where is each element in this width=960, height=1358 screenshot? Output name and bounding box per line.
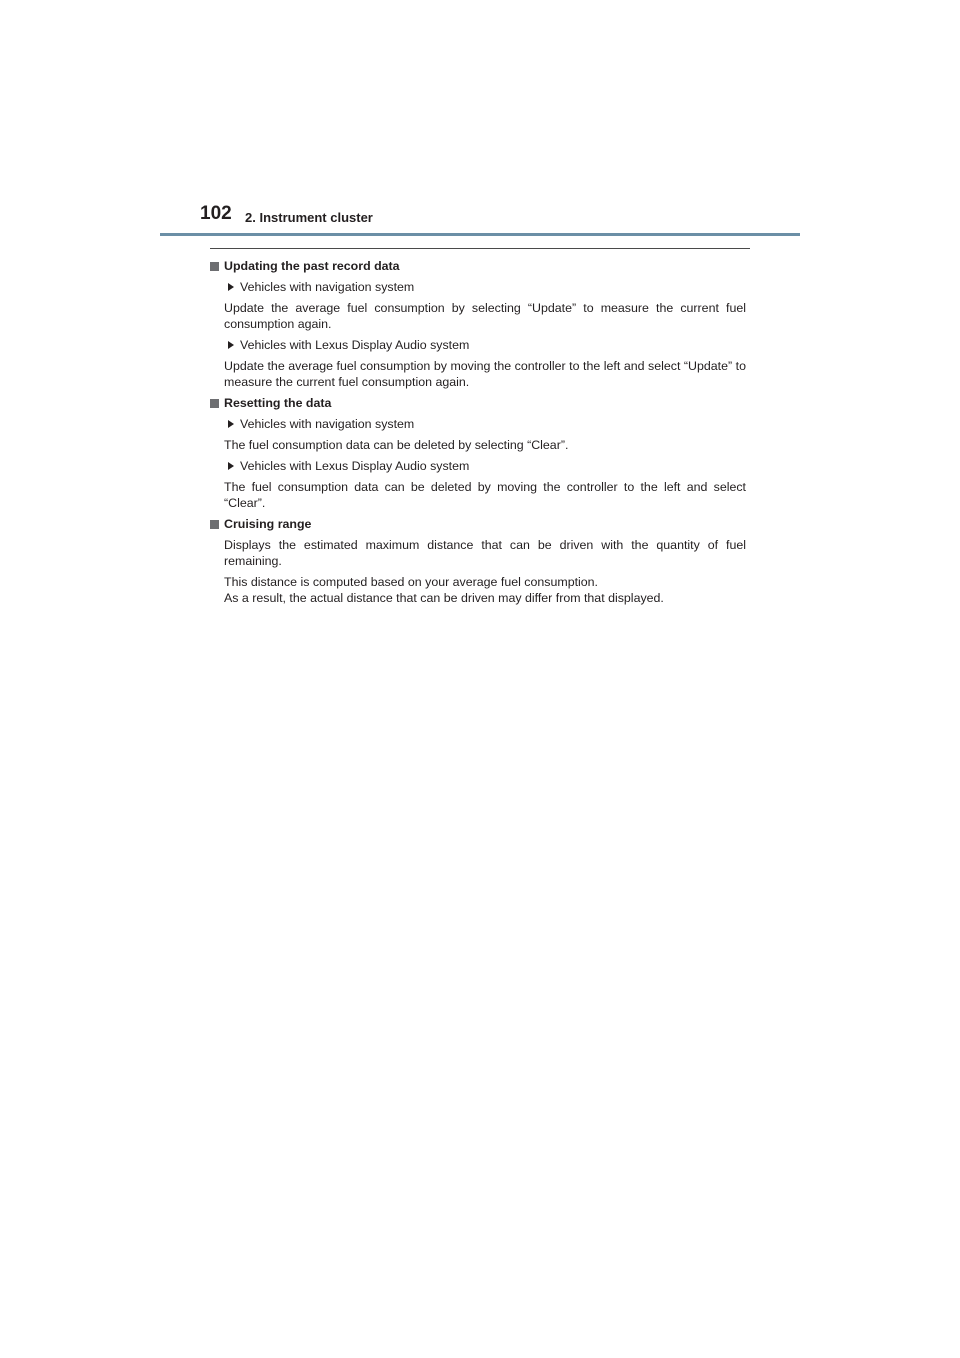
subheading-text: Vehicles with navigation system — [240, 280, 415, 294]
subheading-text: Vehicles with Lexus Display Audio system — [240, 459, 470, 473]
triangle-bullet-icon — [228, 341, 234, 349]
header-rule — [160, 233, 800, 236]
paragraph: Update the average fuel consumption by moving the controller to the left and select “Update” to measure the current fuel consumption again. — [224, 359, 746, 389]
paragraph: Displays the estimated maximum distance that can be driven with the quantity of fuel remaining. — [224, 538, 746, 568]
paragraph: The fuel consumption data can be deleted by moving the controller to the left and select “Clear”. — [224, 480, 746, 510]
paragraph: This distance is computed based on your average fuel consumption. — [224, 575, 599, 589]
subheading-text: Vehicles with navigation system — [240, 417, 415, 431]
section-heading — [210, 516, 746, 532]
square-bullet-icon — [210, 262, 219, 271]
heading-text: Updating the past record data — [224, 259, 400, 273]
subheading-navigation — [210, 279, 746, 295]
square-bullet-icon — [210, 520, 219, 529]
subheading-navigation — [210, 416, 746, 432]
triangle-bullet-icon — [228, 462, 234, 470]
section-heading — [210, 395, 746, 411]
section-resetting — [210, 395, 746, 511]
subheading-text: Vehicles with Lexus Display Audio system — [240, 338, 470, 352]
section-cruising-range — [210, 516, 746, 606]
triangle-bullet-icon — [228, 283, 234, 291]
paragraph: As a result, the actual distance that can be driven may differ from that displayed. — [224, 591, 664, 605]
heading-text: Cruising range — [224, 517, 312, 531]
square-bullet-icon — [210, 399, 219, 408]
subheading-audio — [210, 337, 746, 353]
section-rule — [210, 248, 750, 249]
triangle-bullet-icon — [228, 420, 234, 428]
paragraph: Update the average fuel consumption by selecting “Update” to measure the current fuel consumption again. — [224, 301, 746, 331]
heading-text: Resetting the data — [224, 396, 332, 410]
section-updating — [210, 258, 746, 390]
page-content — [210, 258, 746, 611]
subheading-audio — [210, 458, 746, 474]
paragraph: The fuel consumption data can be deleted by selecting “Clear”. — [224, 438, 569, 452]
chapter-title: 2. Instrument cluster — [245, 210, 373, 225]
section-heading — [210, 258, 746, 274]
page-number: 102 — [200, 203, 232, 224]
